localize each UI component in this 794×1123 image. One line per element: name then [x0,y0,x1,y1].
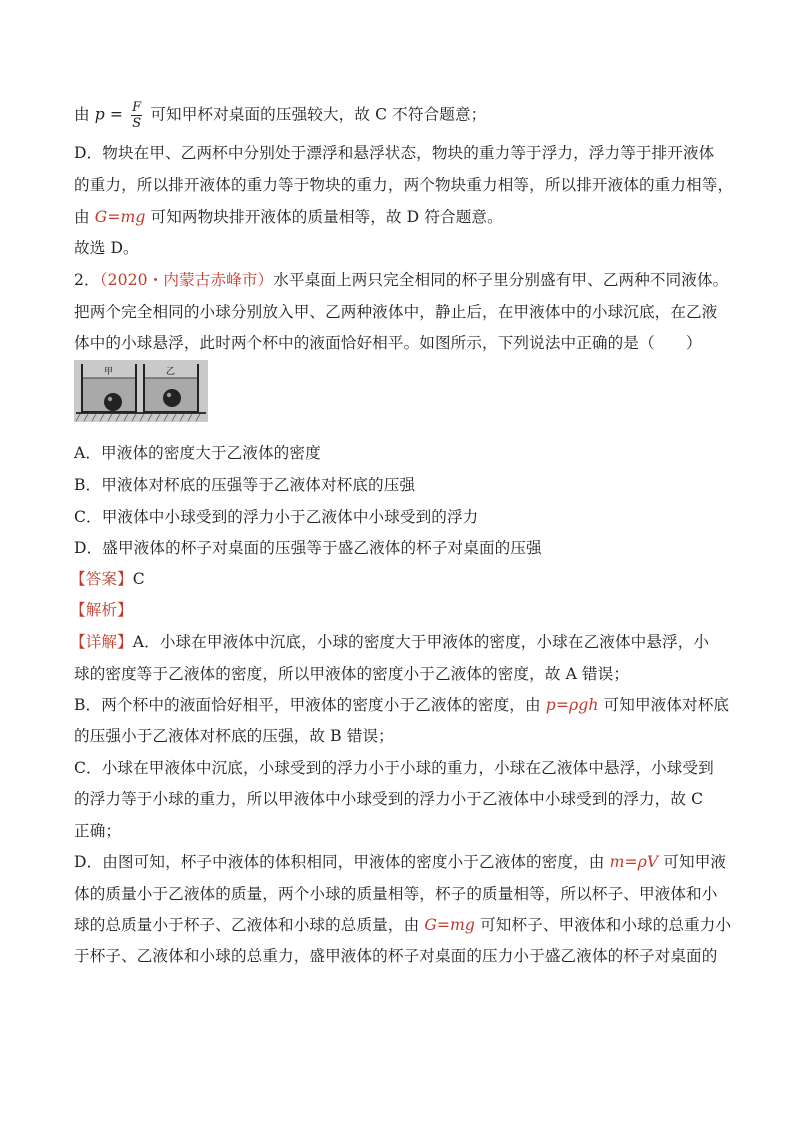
text-segment: 可知杯子、甲液体和小球的总重力小 [475,916,732,934]
detail-line-11: 于杯子、乙液体和小球的总重力，盛甲液体的杯子对桌面的压力小于盛乙液体的杯子对桌面的 [74,947,718,965]
option-d: D．盛甲液体的杯子对桌面的压强等于盛乙液体的杯子对桌面的压强 [74,539,542,557]
option-a: A．甲液体的密度大于乙液体的密度 [74,444,321,462]
text-line-4 [74,207,503,227]
detail-line-6: 的浮力等于小球的重力，所以甲液体中小球受到的浮力小于乙液体中小球受到的浮力，故 C [74,790,704,808]
fraction-denominator: S [132,116,142,131]
fraction-numerator: F [132,100,142,115]
formula-m-rhov: m=ρV [609,853,659,871]
question-source: （2020・内蒙古赤峰市） [99,271,274,289]
text-segment: A．小球在甲液体中沉底，小球的密度大于甲液体的密度，小球在乙液体中悬浮，小 [132,633,710,651]
detail-line-2: 球的密度等于乙液体的密度，所以甲液体的密度小于乙液体的密度，故 A 错误； [74,665,630,683]
text-segment: 可知甲液体对杯底 [598,696,730,714]
cups-figure [74,360,208,422]
text-line-3: 的重力，所以排开液体的重力等于物块的重力，两个物块重力相等，所以排开液体的重力相等， [74,176,734,194]
answer-line [70,569,145,589]
answer-value: C [132,570,145,588]
detail-line-10 [74,915,731,935]
analysis-line [70,600,133,620]
text-line-5: 故选 D。 [74,239,139,257]
option-c: C．甲液体中小球受到的浮力小于乙液体中小球受到的浮力 [74,508,479,526]
detail-line-3 [74,695,729,715]
formula-g-mg: G=mg [424,916,476,934]
text-segment: 水平桌面上两只完全相同的杯子里分别盛有甲、乙两种不同液体。 [273,271,729,289]
text-line-2: D．物块在甲、乙两杯中分别处于漂浮和悬浮状态，物块的重力等于浮力，浮力等于排开液体 [74,144,715,162]
text-segment: 球的总质量小于杯子、乙液体和小球的总质量，由 [74,916,425,934]
detail-line-5: C．小球在甲液体中沉底，小球受到的浮力小于小球的重力，小球在乙液体中悬浮，小球受到 [74,759,714,777]
detail-line-9: 体的质量小于乙液体的质量，两个小球的质量相等，杯子的质量相等，所以杯子、甲液体和小 [74,885,718,903]
text-segment: B．两个杯中的液面恰好相平，甲液体的密度小于乙液体的密度，由 [74,696,546,714]
question-line-3: 体中的小球悬浮，此时两个杯中的液面恰好相平。如图所示，下列说法中正确的是（ ） [74,334,702,352]
answer-tag: 【答案】 [70,570,133,588]
question-line-2: 把两个完全相同的小球分别放入甲、乙两种液体中，静止后，在甲液体中的小球沉底，在乙液 [74,303,718,321]
detail-line-4: 的压强小于乙液体对杯底的压强，故 B 错误； [74,727,394,745]
formula-p-rhogh: p=ρgh [545,696,599,714]
option-b: B．甲液体对杯底的压强等于乙液体对杯底的压强 [74,476,416,494]
text-segment: D．由图可知，杯子中液体的体积相同，甲液体的密度小于乙液体的密度，由 [74,853,610,871]
text-line-1 [74,100,486,131]
figure-label-jia: 甲 [104,367,114,377]
text-segment: 可知甲液 [658,853,727,871]
text-segment: 可知甲杯对桌面的压强较大，故 C 不符合题意； [145,105,487,124]
fraction-f-over-s [131,100,142,131]
detail-line-7: 正确； [74,822,122,840]
detail-line-8 [74,852,726,872]
formula-p: p [94,105,105,124]
text-segment: 由 [74,208,95,226]
text-segment: = [104,105,129,124]
analysis-tag: 【解析】 [70,601,133,619]
question-line-1 [74,270,728,290]
text-segment: 可知两物块排开液体的质量相等，故 D 符合题意。 [145,208,503,226]
detail-tag: 【详解】 [70,633,133,651]
figure-label-yi: 乙 [166,367,176,377]
question-number: 2． [74,271,100,289]
formula-g-mg: G=mg [94,208,146,226]
text-segment: 由 [74,105,95,124]
detail-line-1 [70,632,709,652]
